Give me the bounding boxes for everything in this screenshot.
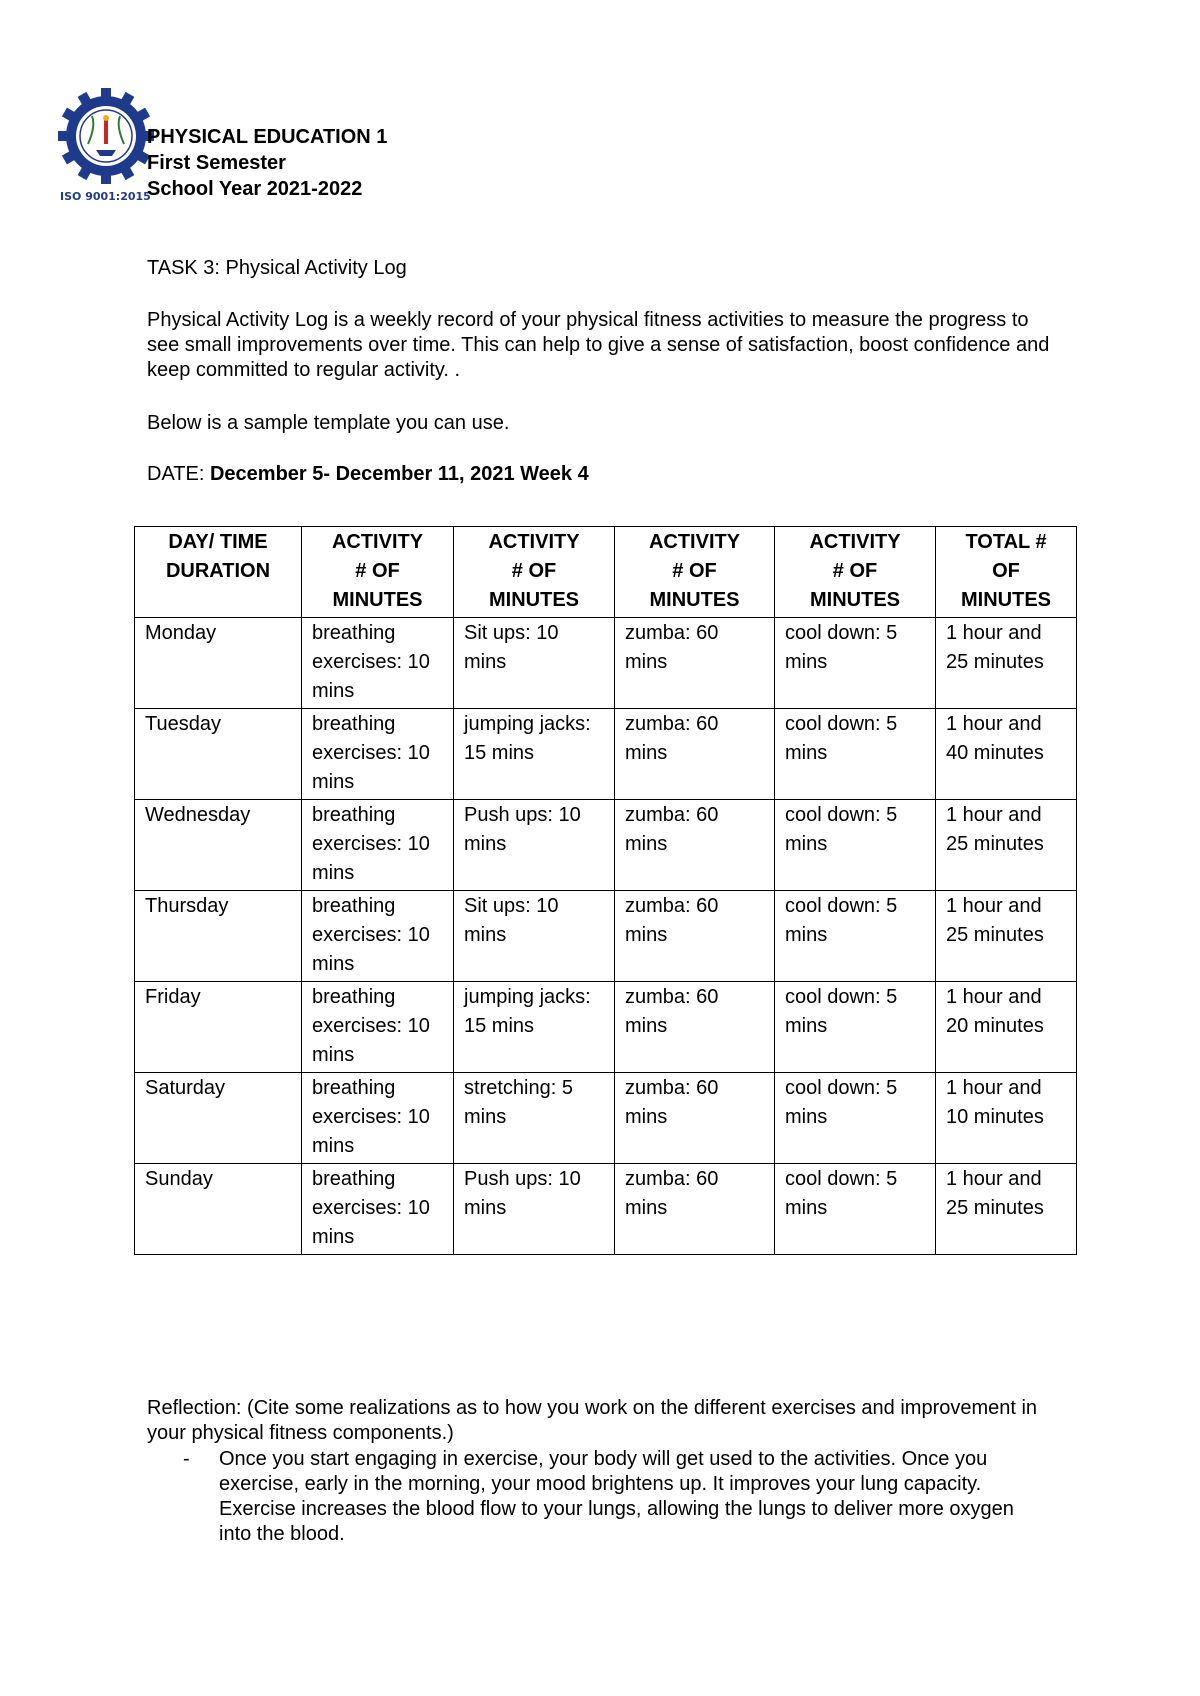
activity-log-table [134,526,1077,1255]
activity-cell: cool down: 5 mins [775,982,936,1073]
header-line: # OF [511,560,557,582]
activity-cell: cool down: 5 mins [775,1164,936,1255]
header-line: MINUTES [489,589,579,611]
activity-cell: jumping jacks: 15 mins [454,709,615,800]
activity-cell: breathing exercises: 10 mins [302,618,454,709]
activity-cell: Push ups: 10 mins [454,800,615,891]
activity-cell: breathing exercises: 10 mins [302,1164,454,1255]
header-line: DURATION [165,560,271,582]
activity-cell: cool down: 5 mins [775,800,936,891]
header-line: MINUTES [332,589,423,611]
activity-cell: zumba: 60 mins [615,618,775,709]
reflection-prompt: Reflection: (Cite some realizations as to how you work on the different exercises and improvement in your physical fitness components.) [147,1397,1038,1444]
header-line: ACTIVITY [488,531,580,553]
course-title: PHYSICAL EDUCATION 1 [147,126,388,148]
header-line: # OF [832,560,878,582]
table-row [135,891,1077,982]
table-row [135,1164,1077,1255]
semester-label: First Semester [147,152,286,174]
total-cell: 1 hour and 25 minutes [936,618,1077,709]
activity-cell: Sit ups: 10 mins [454,618,615,709]
activity-cell: breathing exercises: 10 mins [302,800,454,891]
total-cell: 1 hour and 40 minutes [936,709,1077,800]
activity-cell: cool down: 5 mins [775,1073,936,1164]
task-title: TASK 3: Physical Activity Log [147,257,407,279]
activity-cell: zumba: 60 mins [615,709,775,800]
school-seal-logo [56,86,156,186]
activity-cell: cool down: 5 mins [775,891,936,982]
header-line: OF [992,560,1020,582]
date-label: DATE: [147,463,210,485]
activity-cell: breathing exercises: 10 mins [302,709,454,800]
header-cell [936,527,1077,618]
date-line [147,462,589,487]
header-line: # OF [355,560,400,582]
activity-cell: cool down: 5 mins [775,709,936,800]
activity-cell: zumba: 60 mins [615,891,775,982]
document-header [147,124,387,202]
activity-cell: zumba: 60 mins [615,800,775,891]
reflection-answer: Once you start engaging in exercise, your body will get used to the activities. Once you exercise, early in the morning, your mood brightens up. It improves your lung capacity. Exercise increases the blood flow to your lungs, allowing the lungs to deliver more oxygen into the blood. [219,1448,1014,1545]
iso-certification-label: ISO 9001:2015 [60,190,151,203]
header-line: DAY/ TIME [168,531,268,553]
header-line: MINUTES [810,589,900,611]
activity-cell: breathing exercises: 10 mins [302,891,454,982]
date-value: December 5- December 11, 2021 Week 4 [209,463,589,485]
header-line: ACTIVITY [331,531,424,553]
table-row [135,982,1077,1073]
activity-cell: breathing exercises: 10 mins [302,982,454,1073]
activity-cell: Push ups: 10 mins [454,1164,615,1255]
day-cell: Wednesday [135,800,302,891]
school-year-label: School Year 2021-2022 [147,178,363,200]
day-cell: Friday [135,982,302,1073]
bullet-marker: - [183,1448,190,1470]
total-cell: 1 hour and 20 minutes [936,982,1077,1073]
sample-note: Below is a sample template you can use. [147,412,510,434]
header-cell [302,527,454,618]
activity-cell: zumba: 60 mins [615,982,775,1073]
table-row [135,800,1077,891]
total-cell: 1 hour and 25 minutes [936,800,1077,891]
activity-cell: zumba: 60 mins [615,1164,775,1255]
activity-cell: stretching: 5 mins [454,1073,615,1164]
activity-cell: Sit ups: 10 mins [454,891,615,982]
day-cell: Thursday [135,891,302,982]
header-cell [454,527,615,618]
header-line: ACTIVITY [809,531,901,553]
day-cell: Tuesday [135,709,302,800]
activity-cell: jumping jacks: 15 mins [454,982,615,1073]
total-cell: 1 hour and 25 minutes [936,891,1077,982]
day-cell: Monday [135,618,302,709]
header-line: TOTAL # [965,531,1047,553]
total-cell: 1 hour and 25 minutes [936,1164,1077,1255]
header-line: ACTIVITY [648,531,741,553]
intro-paragraph: Physical Activity Log is a weekly record of your physical fitness activities to measure the progress to see small improvements over time. This can help to give a sense of satisfaction, boost confidence and keep committed to regular activity. . [147,309,1050,381]
day-cell: Saturday [135,1073,302,1164]
header-line: # OF [672,560,717,582]
header-cell [615,527,775,618]
table-row [135,618,1077,709]
activity-cell: zumba: 60 mins [615,1073,775,1164]
table-row [135,1073,1077,1164]
header-cell [775,527,936,618]
table-row [135,709,1077,800]
total-cell: 1 hour and 10 minutes [936,1073,1077,1164]
table-header-row [135,527,1077,618]
header-line: MINUTES [961,589,1051,611]
activity-cell: breathing exercises: 10 mins [302,1073,454,1164]
header-cell [135,527,302,618]
day-cell: Sunday [135,1164,302,1255]
header-line: MINUTES [649,589,740,611]
activity-cell: cool down: 5 mins [775,618,936,709]
